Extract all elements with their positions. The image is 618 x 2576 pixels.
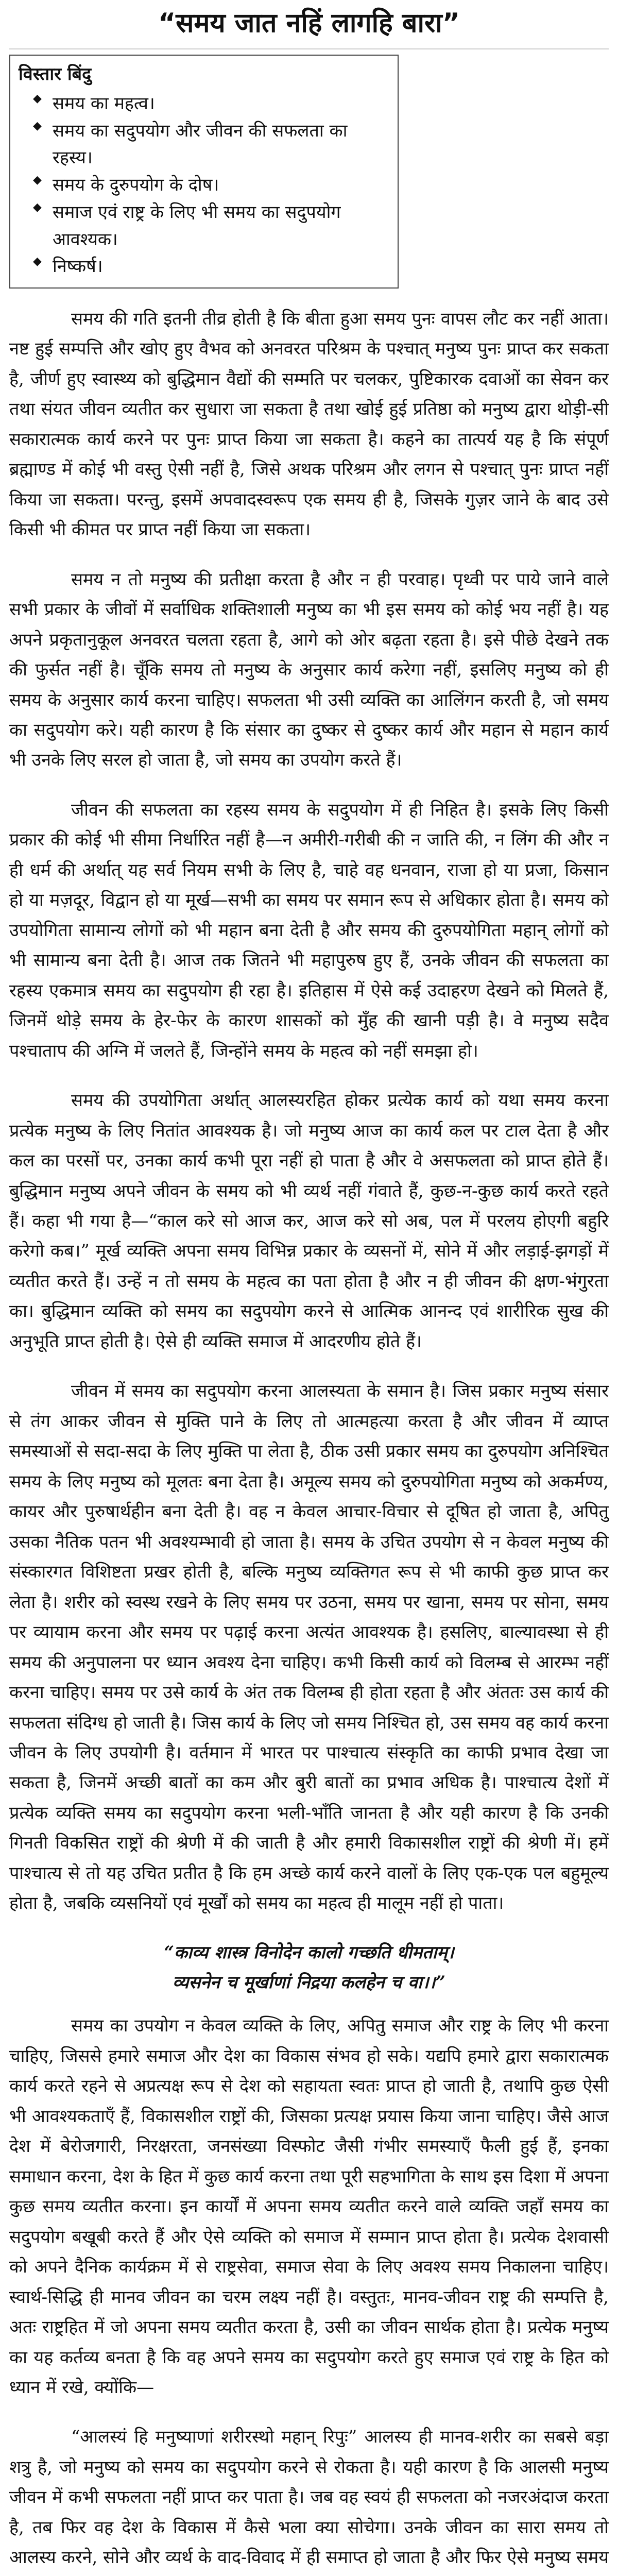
body-paragraph: समय न तो मनुष्य की प्रतीक्षा करता है और न ही परवाह। पृथ्वी पर पाये जाने वाले सभी प्रकार के जीवों में सर्वाधिक शक्तिशाली मनुष्य का भी इस समय को कोई भय नहीं है। यह अपने प्रकृतानुकूल अनवरत चलता रहता है, आगे को ओर बढ़ता रहता है। इसे पीछे देखने तक की फुर्सत नहीं है। चूँकि समय तो मनुष्य के अनुसार कार्य करेगा नहीं, इसलिए मनुष्य को ही समय के अनुसार कार्य करना चाहिए। सफलता भी उसी व्यक्ति का आलिंगन करती है, जो समय का सदुपयोग करे। यही कारण है कि संसार का दुष्कर से दुष्कर कार्य और महान से महान कार्य भी उनके लिए सरल हो जाता है, जो समय का उपयोग करते हैं।: [9, 569, 609, 771]
outline-box: [9, 55, 399, 289]
quote-line: “काव्य शास्त्र विनोदेन कालो गच्छति धीमताम्।: [164, 1942, 454, 1963]
sanskrit-quote: [9, 1938, 609, 1998]
essay-title: “समय जात नहिं लागहि बारा”: [158, 8, 460, 39]
outline-item: ◆ समय का सदुपयोग और जीवन की सफलता का रहस्य।: [33, 117, 389, 172]
outline-item: ◆ समय के दुरुपयोग के दोष।: [33, 172, 389, 199]
outline-item: ◆ समाज एवं राष्ट्र के लिए भी समय का सदुपयोग आवश्यक।: [33, 199, 389, 253]
title-divider: [9, 48, 609, 49]
quote-line: व्यसनेन च मूर्खाणां निद्रया कलहेन च वा।।”: [173, 1972, 445, 1993]
outline-list: [33, 90, 389, 280]
body-paragraph: समय का उपयोग न केवल व्यक्ति के लिए, अपितु समाज और राष्ट्र के लिए भी करना चाहिए, जिससे हमारे समाज और देश का विकास संभव हो सके। यद्यपि हमारे द्वारा सकारात्मक कार्य करते रहने से अप्रत्यक्ष रूप से देश को सहायता स्वतः प्राप्त हो जाती है, तथापि कुछ ऐसी भी आवश्यकताएँ हैं, विकासशील राष्ट्रों की, जिसका प्रत्यक्ष प्रयास किया जाना चाहिए। जैसे आज देश में बेरोजगारी, निरक्षरता, जनसंख्या विस्फोट जैसी गंभीर समस्याएँ फैली हुई हैं, इनका समाधान करना, देश के हित में कुछ कार्य करना तथा पूरी सहभागिता के साथ इस दिशा में अपना कुछ समय व्यतीत करना। इन कार्यों में अपना समय व्यतीत करने वाले व्यक्ति जहाँ समय का सदुपयोग बखूबी करते हैं और ऐसे व्यक्ति को समाज में सम्मान प्राप्त होता है। प्रत्येक देशवासी को अपने दैनिक कार्यक्रम में से राष्ट्रसेवा, समाज सेवा के लिए अवश्य समय निकालना चाहिए। स्वार्थ-सिद्धि ही मानव जीवन का चरम लक्ष्य नहीं है। वस्तुतः, मानव-जीवन राष्ट्र की सम्पत्ति है, अतः राष्ट्रहित में जो अपना समय व्यतीत करता है, उसी का जीवन सार्थक होता है। प्रत्येक मनुष्य का यह कर्तव्य बनता है कि वह अपने समय का सदुपयोग करते हुए समाज एवं राष्ट्र के हित को ध्यान में रखे, क्योंकि—: [9, 2015, 609, 2398]
outline-item: ◆ समय का महत्व।: [33, 90, 389, 117]
body-paragraph: जीवन में समय का सदुपयोग करना आलस्यता के समान है। जिस प्रकार मनुष्य संसार से तंग आकर जीवन से मुक्ति पाने के लिए तो आत्महत्या करता है और जीवन में व्याप्त समस्याओं से सदा-सदा के लिए मुक्ति पा लेता है, ठीक उसी प्रकार समय का दुरुपयोग अनिश्चित समय के लिए मनुष्य को मूलतः बना देता है। अमूल्य समय को दुरुपयोगिता मनुष्य को अकर्मण्य, कायर और पुरुषार्थहीन बना देती है। वह न केवल आचार-विचार से दूषित हो जाता है, अपितु उसका नैतिक पतन भी अवश्यम्भावी हो जाता है। समय के उचित उपयोग से न केवल मनुष्य की संस्कारगत विशिष्टता प्रखर होती है, बल्कि मनुष्य व्यक्तिगत रूप से भी काफी कुछ प्राप्त कर लेता है। शरीर को स्वस्थ रखने के लिए समय पर उठना, समय पर खाना, समय पर सोना, समय पर व्यायाम करना और समय पर पढ़ाई करना अत्यंत आवश्यक है। हसलिए, बाल्यावस्था से ही समय की अनुपालना पर ध्यान अवश्य देना चाहिए। कभी किसी कार्य को विलम्ब से आरम्भ नहीं करना चाहिए। समय पर उसे कार्य के अंत तक विलम्ब ही होता रहता है और अंततः उस कार्य की सफलता संदिग्ध हो जाती है। जिस कार्य के लिए जो समय निश्चित हो, उस समय वह कार्य करना जीवन के लिए उपयोगी है। वर्तमान में भारत पर पाश्चात्य संस्कृति का काफी प्रभाव देखा जा सकता है, जिनमें अच्छी बातों का कम और बुरी बातों का प्रभाव अधिक है। पाश्चात्य देशों में प्रत्येक व्यक्ति समय का सदुपयोग करना भली-भाँति जानता है और यही कारण है कि उनकी गिनती विकसित राष्ट्रों की श्रेणी में की जाती है और हमारी विकासशील राष्ट्रों की श्रेणी में। हमें पाश्चात्य से तो यह उचित प्रतीत है कि हम अच्छे कार्य करने वालों के लिए एक-एक पल बहुमूल्य होता है, जबकि व्यसनियों एवं मूर्खों को समय का महत्व ही मालूम नहीं हो पाता।: [9, 1381, 609, 1914]
body-paragraph: जीवन की सफलता का रहस्य समय के सदुपयोग में ही निहित है। इसके लिए किसी प्रकार की कोई भी सीमा निर्धारित नहीं है—न अमीरी-गरीबी की न जाति की, न लिंग की और न ही धर्म की अर्थात् यह सर्व नियम सभी के लिए है, चाहे वह धनवान, राजा हो या प्रजा, किसान हो या मज़दूर, विद्वान हो या मूर्ख—सभी का समय पर समान रूप से अधिकार होता है। समय को उपयोगिता सामान्य लोगों को भी महान बना देती है और समय की दुरुपयोगिता महान् लोगों को भी सामान्य बना देती है। आज तक जितने भी महापुरुष हुए हैं, उनके जीवन की सफलता का रहस्य एकमात्र समय का सदुपयोग ही रहा है। इतिहास में ऐसे कई उदाहरण देखने को मिलते हैं, जिनमें थोड़े समय के हेर-फेर के कारण शासकों को मुँह की खानी पड़ी है। वे मनुष्य सदैव पश्चाताप की अग्नि में जलते हैं, जिन्होंने समय के महत्व को नहीं समझा हो।: [9, 799, 609, 1061]
body-paragraph: समय की उपयोगिता अर्थात् आलस्यरहित होकर प्रत्येक कार्य को यथा समय करना प्रत्येक मनुष्य के लिए नितांत आवश्यक है। जो मनुष्य आज का कार्य कल पर टाल देता है और कल का परसों पर, उनका कार्य कभी पूरा नहीं हो पाता है और वे असफलता को प्राप्त होते हैं। बुद्धिमान मनुष्य अपने जीवन के समय को भी व्यर्थ नहीं गंवाते हैं, कुछ-न-कुछ कार्य करते रहते हैं। कहा भी गया है—“काल करे सो आज कर, आज करे सो अब, पल में परलय होएगी बहुरि करेगो कब।” मूर्ख व्यक्ति अपना समय विभिन्न प्रकार के व्यसनों में, सोने में और लड़ाई-झगड़ों में व्यतीत करते हैं। उन्हें न तो समय के महत्व का पता होता है और न ही जीवन की क्षण-भंगुरता का। बुद्धिमान व्यक्ति को समय का सदुपयोग करने से आत्मिक आनन्द एवं शारीरिक सुख की अनुभूति प्राप्त होती है। ऐसे ही व्यक्ति समाज में आदरणीय होते हैं।: [9, 1090, 609, 1352]
body-paragraph: समय की गति इतनी तीव्र होती है कि बीता हुआ समय पुनः वापस लौट कर नहीं आता। नष्ट हुई सम्पत्ति और खोए हुए वैभव को अनवरत परिश्रम के पश्चात् मनुष्य पुनः प्राप्त कर सकता है, जीर्ण हुए स्वास्थ्य को बुद्धिमान वैद्यों की सम्मति पर चलकर, पुष्टिकारक दवाओं का सेवन कर तथा संयत जीवन व्यतीत कर सुधारा जा सकता है तथा खोई हुई प्रतिष्ठा को मनुष्य द्वारा थोड़ी-सी सकारात्मक कार्य करने पर पुनः प्राप्त किया जा सकता है। कहने का तात्पर्य यह है कि संपूर्ण ब्रह्माण्ड में कोई भी वस्तु ऐसी नहीं है, जिसे अथक परिश्रम और लगन से पश्चात् पुनः प्राप्त नहीं किया जा सकता। परन्तु, इसमें अपवादस्वरूप एक समय ही है, जिसके गुज़र जाने के बाद उसे किसी भी कीमत पर प्राप्त नहीं किया जा सकता।: [9, 308, 609, 540]
outline-heading: विस्तार बिंदु: [19, 64, 92, 85]
body-paragraph: “आलस्यं हि मनुष्याणां शरीरस्थो महान् रिपुः” आलस्य ही मानव-शरीर का सबसे बड़ा शत्रु है, जो मनुष्य को समय का सदुपयोग करने से रोकता है। यही कारण है कि आलसी मनुष्य जीवन में कभी सफलता नहीं प्राप्त कर पाता है। जब वह स्वयं ही सफलता को नजरअंदाज करता है, तब फिर वह देश के विकास में कैसे भला क्या सोचेगा। उनके जीवन का सारा समय तो आलस्य करने, सोने और व्यर्थ के वाद-विवाद में ही समाप्त हो जाता है और फिर ऐसे मनुष्य समय: [9, 2427, 609, 2568]
outline-item: ◆ निष्कर्ष।: [33, 253, 389, 280]
